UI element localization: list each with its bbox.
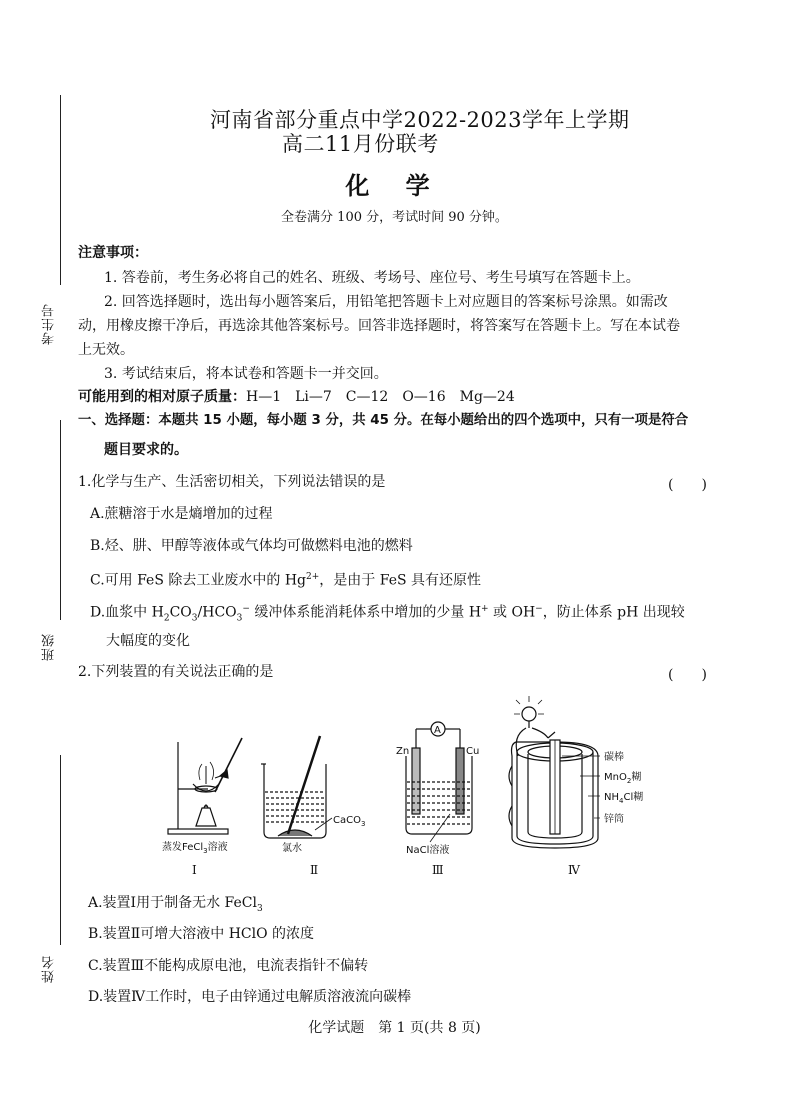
device-4-label-carbon-rod: 碳棒 [604,752,624,763]
q1-option-d-line1 [90,601,685,626]
device-3-roman: Ⅲ [432,863,444,877]
notice-heading: 注意事项： [78,245,148,261]
notice-item-2-line1: 2. 回答选择题时，选出每小题答案后，用铅笔把答题卡上对应题目的答案标号涂黑。如需改 [104,294,668,310]
device-1-roman: Ⅰ [192,863,197,877]
q1-option-a: A.蔗糖溶于水是熵增加的过程 [90,506,273,522]
subject-title: 化 学 [345,171,444,200]
device-2-caption: 氯水 [282,843,302,854]
q1-d-part2: CO [169,604,192,621]
apparatus-svg [160,696,644,886]
device-1-caption: 蒸发FeCl$_3$溶液 [162,842,228,855]
q1-d-part6: ，防止体系 pH 出现较 [542,604,685,621]
device-1-evaporation [168,738,242,834]
q1-option-c-post: ，是由于 FeS 具有还原性 [319,572,482,589]
q2-stem: 2.下列装置的有关说法正确的是 [78,664,274,680]
margin-line-upper-mid [60,420,61,620]
q2-option-b: B.装置Ⅱ可增大溶液中 HClO 的浓度 [88,926,315,942]
margin-label-class: 班级 [42,633,57,661]
q1-d-sup4: + [481,604,489,614]
q1-option-b: B.烃、肼、甲醇等液体或气体均可做燃料电池的燃料 [90,538,413,554]
device-2-roman: Ⅱ [310,863,319,877]
notice-item-2-line3: 上无效。 [78,342,134,358]
atomic-mass-line [78,389,515,405]
q1-option-c [90,569,481,589]
device-3-caption: NaCl溶液 [406,845,450,856]
section1-instruction-line1: 一、选择题：本题共 15 小题，每小题 3 分，共 45 分。在每小题给出的四个选项中，只有一项是符合 [78,413,689,428]
device-4-label-zinc-can: 锌筒 [604,814,624,825]
page-footer: 化学试题 第 1 页(共 8 页) [308,1020,481,1036]
q1-answer-paren: ( ) [668,477,707,493]
section1-instruction-line2: 题目要求的。 [104,442,188,458]
device-4-roman: Ⅳ [568,863,580,877]
q2-apparatus-diagram [160,696,644,886]
q1-d-part4: 缓冲体系能消耗体系中增加的少量 H [249,604,482,621]
q2-option-d: D.装置Ⅳ工作时，电子由锌通过电解质溶液流向碳棒 [88,989,412,1005]
margin-label-name: 姓名 [42,955,57,983]
q1-d-sub2: 3 [191,613,198,624]
atomic-mass-values: H—1 Li—7 C—12 O—16 Mg—24 [246,389,515,405]
exam-title-line2: 高二11月份联考 [282,132,439,156]
device-3-meter: A [434,725,441,736]
device-2-label: CaCO$_3$ [333,815,366,828]
notice-item-2-line2: 动，用橡皮擦干净后，再选涂其他答案标号。回答非选择题时，将答案写在答题卡上。写在本试卷 [78,318,680,334]
atomic-mass-label: 可能用到的相对原子质量： [78,389,246,405]
q1-d-part5: 或 OH [488,604,536,621]
q2-answer-paren: ( ) [668,667,707,683]
device-3-cu: Cu [466,746,480,757]
score-info: 全卷满分 100 分，考试时间 90 分钟。 [281,210,508,225]
q2-option-c: C.装置Ⅲ不能构成原电池，电流表指针不偏转 [88,958,369,974]
q1-d-sup3: − [242,604,250,614]
q2-option-a-pre: A.装置Ⅰ用于制备无水 FeCl [88,895,257,911]
q1-d-part1: D.血浆中 H [90,604,164,621]
q1-option-c-pre: C.可用 FeS 除去工业废水中的 Hg [90,572,307,589]
device-4-label-mno2: MnO$_2$糊 [604,772,642,785]
notice-item-1: 1. 答卷前，考生务必将自己的姓名、班级、考场号、座位号、考生号填写在答题卡上。 [104,270,640,286]
q1-d-sup5: − [535,604,543,614]
margin-line-lower-mid [60,755,61,945]
q1-stem: 1.化学与生产、生活密切相关，下列说法错误的是 [78,474,386,490]
device-3-cell [406,722,472,842]
device-4-dry-cell [509,696,600,848]
notice-item-3: 3. 考试结束后，将本试卷和答题卡一并交回。 [104,366,388,382]
q1-d-part3: /HCO [197,604,237,621]
q1-d-sub1: 2 [163,613,170,624]
q1-option-c-sup: 2+ [306,572,320,582]
device-2-beaker [261,736,332,838]
q2-option-a-sub: 3 [256,903,263,914]
device-4-label-nh4cl: $NH_4Cl$糊 [604,792,644,805]
device-3-zn: Zn [396,746,410,757]
margin-label-exam-no: 考生号 [42,303,57,345]
q1-option-d-line2: 大幅度的变化 [106,633,190,649]
exam-title-line1: 河南省部分重点中学2022-2023学年上学期 [210,108,630,132]
q2-option-a [88,895,263,917]
q1-d-sub3: 3 [236,613,243,624]
